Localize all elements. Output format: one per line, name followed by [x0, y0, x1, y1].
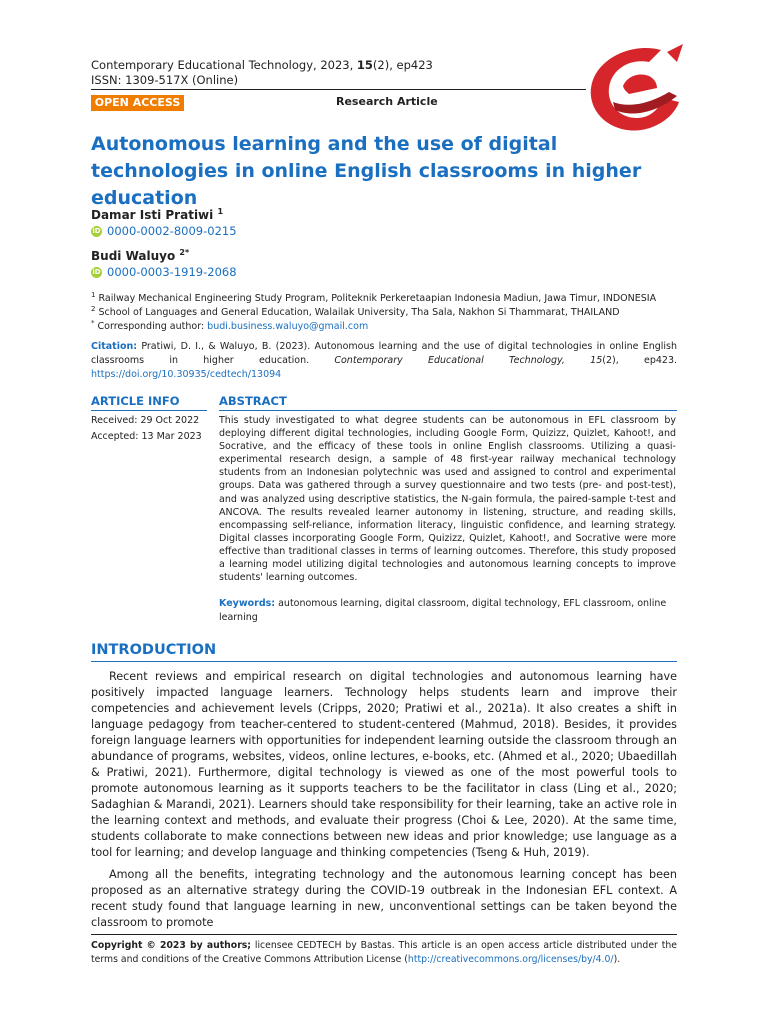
article-type: Research Article: [336, 95, 438, 108]
article-title: Autonomous learning and the use of digital technologies in online English classrooms in higher education: [91, 133, 642, 209]
footer-rule: [91, 934, 677, 935]
open-access-badge: OPEN ACCESS: [91, 95, 184, 111]
abstract-rule: [219, 410, 677, 411]
license-link[interactable]: http://creativecommons.org/licenses/by/4.0/: [407, 953, 614, 965]
paragraph: Recent reviews and empirical research on digital technologies and autonomous learning have positively impacted language learners. Technology helps students learn and improve their competencies and achievement levels (Cripps, 2020; Pratiwi et al., 2021a). It also creates a shift in language pedagogy from teacher-centered to student-centered (Mahmud, 2018). Besides, it provides foreign language learners with opportunities for independent learning outside the classroom through an abundance of programs, websites, videos, online lectures, e-books, etc. (Ahmed et al., 2020; Ubaedillah & Pratiwi, 2021). Furthermore, digital technology is viewed as one of the most powerful tools to promote autonomous learning as it supports teachers to be the facilitator in class (Ling et al., 2020; Sadaghian & Marandi, 2021). Learners should take responsibility for their learning, take an active role in the learning context and methods, and evaluate their progress (Choi & Lee, 2020). At the same time, students collaborate to make connections between new ideas and prior knowledge; use language as a tool for learning; and develop language and thinking competencies (Tseng & Huh, 2019).: [91, 670, 677, 859]
author-1-orcid[interactable]: iD 0000-0002-8009-0215: [92, 224, 237, 238]
email-link[interactable]: budi.business.waluyo@gmail.com: [207, 321, 369, 333]
keywords: Keywords: autonomous learning, digital classroom, digital technology, EFL classroom, online learning: [219, 598, 667, 623]
author-2: Budi Waluyo $^{2*}$: [91, 248, 190, 263]
introduction-rule: [91, 661, 677, 662]
received-date: Received: 29 Oct 2022: [91, 415, 200, 426]
orcid-icon: iD: [92, 226, 101, 235]
doi-link[interactable]: https://doi.org/10.30935/cedtech/13094: [91, 369, 282, 380]
affiliation-1: $^1$ Railway Mechanical Engineering Study Program, Politeknik Perkeretaapian Indonesia Madiun, Jawa Timur, INDONESIA: [91, 291, 657, 305]
introduction-heading: INTRODUCTION: [91, 642, 217, 658]
issn: ISSN: 1309-517X (Online): [91, 73, 239, 87]
author-2-orcid[interactable]: iD 0000-0003-1919-2068: [92, 265, 237, 279]
paragraph: Among all the benefits, integrating technology and the autonomous learning concept has been proposed as an alternative strategy during the COVID-19 outbreak in the Indonesian EFL context. A recent study found that language learning in new, unconventional settings can be taken beyond the classroom to promote: [91, 868, 677, 929]
journal-line: Contemporary Educational Technology, 2023, 15(2), ep423: [91, 58, 433, 72]
author-1: Damar Isti Pratiwi $^1$: [91, 207, 224, 222]
accepted-date: Accepted: 13 Mar 2023: [91, 431, 202, 442]
affiliation-2: $^2$ School of Languages and General Education, Walailak University, Tha Sala, Nakhon Si Thammarat, THAILAND: [91, 305, 620, 319]
journal-logo: [583, 42, 693, 137]
orcid-icon: iD: [92, 267, 101, 276]
article-info-heading: ARTICLE INFO: [91, 394, 180, 408]
header-rule: [91, 89, 586, 90]
citation: Citation: Pratiwi, D. I., & Waluyo, B. (2023). Autonomous learning and the use of digital technologies in online English classrooms in higher education. Contemporary Educational Technology, 15(2), ep423. https://doi.org/10.30935/cedtech/13094: [91, 341, 678, 380]
copyright-footer: Copyright © 2023 by authors; licensee CEDTECH by Bastas. This article is an open access article distributed under the terms and conditions of the Creative Commons Attribution License (http://creativecommons.org/licenses/by/4.0/).: [91, 940, 677, 965]
corresponding-author: * Corresponding author: budi.business.waluyo@gmail.com: [91, 319, 369, 333]
introduction-body: [91, 669, 677, 931]
abstract-heading: ABSTRACT: [219, 394, 287, 408]
article-info-rule: [91, 410, 207, 411]
abstract-text: This study investigated to what degree students can be autonomous in EFL classroom by deploying different digital technologies, including Google Form, Quizizz, Quizlet, Kahoot!, and Socrative, and the efficacy of these tools in online English classrooms. Utilizing a quasi-experimental research design, a sample of 48 first-year railway mechanical technology students from an Indonesian polytechnic was used and assigned to control and experimental groups. Data was gathered through a survey questionnaire and two tests (pre- and post-test), and was analyzed using descriptive statistics, the N-gain formula, the paired-sample t-test and ANCOVA. The results revealed learner autonomy in listening, structure, and reading skills, encompassing self-reliance, information literacy, linguistic confidence, and learning strategy. Digital classes incorporating Google Form, Quizizz, Quizlet, Kahoot!, and Socrative were more effective than traditional classes in terms of learning outcomes. Therefore, this study proposed a learning model utilizing digital technologies and autonomous learning concepts to improve students' learning outcomes.: [219, 415, 676, 584]
